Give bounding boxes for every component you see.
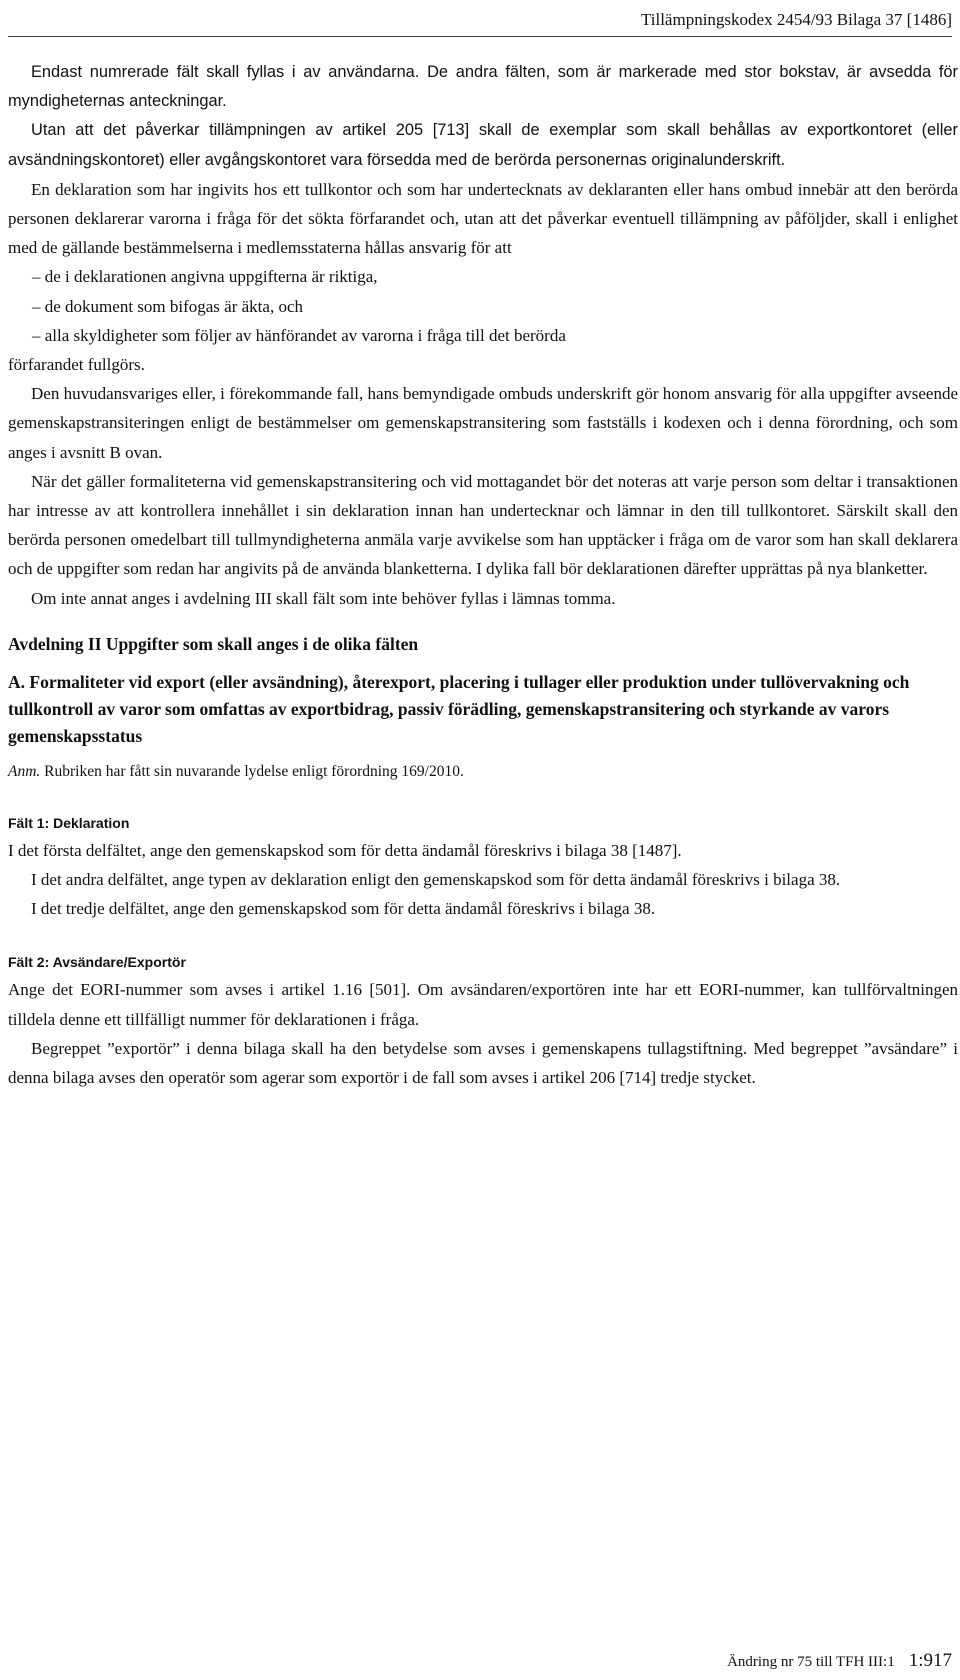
formalities-paragraph: När det gäller formaliteterna vid gemenskapstransitering och vid mottagandet bör det noteras att varje person som deltar i transaktionen har intresse av att kontrollera innehållet i sin deklaration innan han undertecknar och lämnar in den till tullkontoret. Särskilt skall den berörda personen omedelbart till tullmyndigheterna anmäla varje avvikelse som han upptäcker i fråga om de varor som han skall deklarera och de uppgifter som redan har angivits på de använda blanketterna. I dylika fall bör deklarationen därefter upprättas på nya blanketter.	[8, 471, 958, 579]
subsection-heading: A. Formaliteter vid export (eller avsändning), återexport, placering i tullager eller produktion under tullövervakning och tullkontroll av varor som omfattas av exportbidrag, passiv förädling, gemenskapstransitering och styrkande av varors gemenskapsstatus	[8, 671, 910, 746]
field-1-paragraph: I det första delfältet, ange den gemenskapskod som för detta ändamål föreskrivs i bilaga 38 [1487].	[8, 840, 682, 860]
list-item: – de i deklarationen angivna uppgifterna är riktiga,	[32, 267, 378, 287]
declaration-paragraph-end: förfarandet fullgörs.	[8, 355, 145, 375]
section-heading: Avdelning II Uppgifter som skall anges i de olika fälten	[8, 633, 419, 654]
running-title: Tillämpningskodex 2454/93 Bilaga 37 [1486]	[640, 10, 952, 29]
anm-text: Rubriken har fått sin nuvarande lydelse enligt förordning 169/2010.	[40, 762, 464, 780]
field-1-heading: Fält 1: Deklaration	[8, 814, 130, 831]
list-item: – alla skyldigheter som följer av hänförandet av varorna i fråga till det berörda	[32, 325, 566, 345]
page-footer	[727, 1650, 952, 1672]
signature-paragraph: Utan att det påverkar tillämpningen av artikel 205 [713] skall de exemplar som skall behållas av exportkontoret (eller avsändningskontoret) eller avgångskontoret vara försedda med de berörda personernas originalunderskrift.	[8, 121, 958, 169]
intro-paragraph: Endast numrerade fält skall fyllas i av användarna. De andra fälten, som är markerade med stor bokstav, är avsedda för myndigheternas anteckningar.	[8, 63, 958, 111]
page-number: 1:917	[908, 1650, 952, 1671]
anm-label: Anm.	[8, 762, 41, 780]
field-1-paragraph: I det tredje delfältet, ange den gemenskapskod som för detta ändamål föreskrivs i bilaga 38.	[31, 899, 656, 919]
annotation-note	[8, 760, 958, 784]
document-body	[8, 58, 958, 1092]
field-2-paragraph: Begreppet ”exportör” i denna bilaga skall ha den betydelse som avses i gemenskapens tullagstiftning. Med begreppet ”avsändare” i denna bilaga avses den operatör som agerar som exportör i de fall som avses i artikel 206 [714] tredje stycket.	[8, 1038, 958, 1088]
list-item: – de dokument som bifogas är äkta, och	[32, 296, 303, 316]
empty-fields-paragraph: Om inte annat anges i avdelning III skall fält som inte behöver fyllas i lämnas tomma.	[31, 588, 616, 608]
field-1-paragraph: I det andra delfältet, ange typen av deklaration enligt den gemenskapskod som för detta ändamål föreskrivs i bilaga 38.	[31, 870, 841, 890]
field-2-heading: Fält 2: Avsändare/Exportör	[8, 954, 186, 971]
page-header	[8, 6, 952, 37]
principal-paragraph: Den huvudansvariges eller, i förekommande fall, hans bemyndigade ombuds underskrift gör honom ansvarig för alla uppgifter avseende gemenskapstransiteringen enligt de bestämmelser om gemenskapstransitering som fastställs i kodexen och i denna förordning, och som anges i avsnitt B ovan.	[8, 384, 958, 462]
declaration-paragraph: En deklaration som har ingivits hos ett tullkontor och som har undertecknats av deklaranten eller hans ombud innebär att den berörda personen deklarerar varorna i fråga för det sökta förfarandet och, utan att det påverkar eventuell tillämpning av påföljder, skall i enlighet med de gällande bestämmelserna i medlemsstaterna hållas ansvarig för att	[8, 179, 958, 258]
amendment-note: Ändring nr 75 till TFH III:1	[727, 1654, 895, 1670]
field-2-paragraph: Ange det EORI-nummer som avses i artikel 1.16 [501]. Om avsändaren/exportören inte har ett EORI-nummer, kan tullförvaltningen tilldela denne ett tillfälligt nummer för deklarationen i fråga.	[8, 980, 958, 1029]
